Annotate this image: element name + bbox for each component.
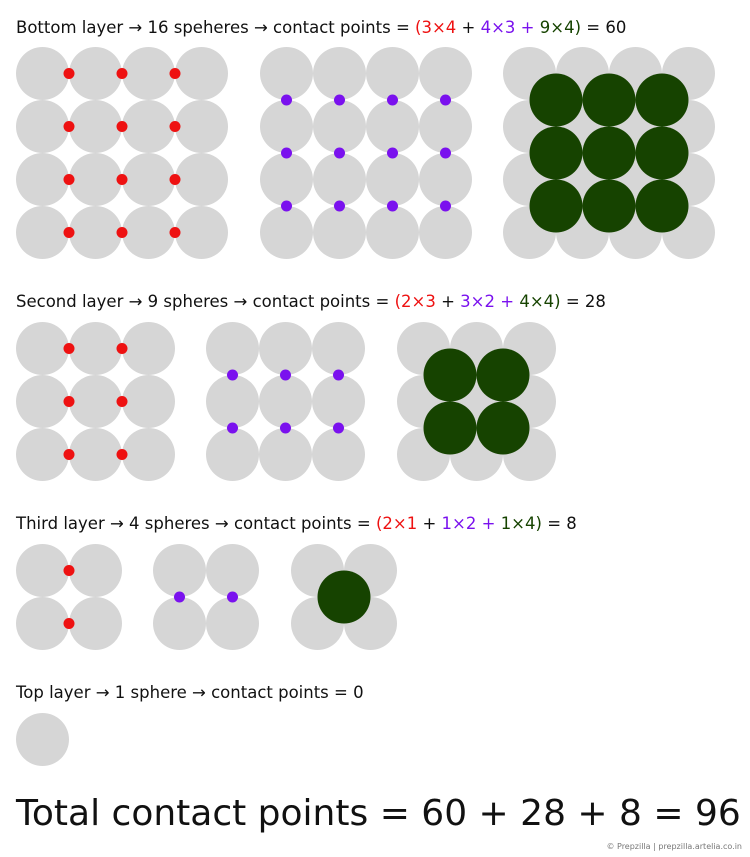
sphere <box>122 206 175 259</box>
sphere <box>69 100 122 153</box>
sphere <box>16 597 69 650</box>
contact-point-purple <box>333 370 344 381</box>
upper-sphere-green <box>636 127 689 180</box>
contact-point-red <box>117 343 128 354</box>
contact-point-red <box>64 565 75 576</box>
contact-point-purple <box>227 592 238 603</box>
sphere <box>419 47 472 100</box>
sphere <box>313 206 366 259</box>
sphere <box>419 153 472 206</box>
sphere <box>312 322 365 375</box>
contact-point-purple <box>334 95 345 106</box>
contact-point-purple <box>227 370 238 381</box>
sphere <box>69 47 122 100</box>
plus-sign: + <box>456 18 481 37</box>
contact-point-red <box>117 396 128 407</box>
total-contact-points: Total contact points = 60 + 28 + 8 = 96 <box>16 793 741 834</box>
sphere <box>366 47 419 100</box>
term-purple: 4×3 <box>480 18 516 37</box>
sphere <box>69 544 122 597</box>
sphere <box>260 100 313 153</box>
contact-point-red <box>117 449 128 460</box>
sphere <box>312 375 365 428</box>
sphere <box>259 375 312 428</box>
sphere <box>122 428 175 481</box>
contact-point-purple <box>387 148 398 159</box>
contact-point-red <box>170 227 181 238</box>
sphere <box>419 206 472 259</box>
sphere <box>16 206 69 259</box>
upper-sphere-green <box>477 402 530 455</box>
contact-point-red <box>170 174 181 185</box>
contact-point-red <box>117 227 128 238</box>
equals-sign: = <box>541 514 567 533</box>
heading-result: 28 <box>584 292 606 311</box>
sphere <box>16 47 69 100</box>
upper-sphere-green <box>477 349 530 402</box>
sphere <box>259 428 312 481</box>
term-red: 2×3 <box>401 292 436 311</box>
term-red: 2×1 <box>382 514 418 533</box>
contact-point-red <box>117 174 128 185</box>
sphere <box>419 100 472 153</box>
upper-sphere-green <box>636 74 689 127</box>
sphere <box>175 153 228 206</box>
contact-point-purple <box>440 148 451 159</box>
upper-sphere-green <box>530 74 583 127</box>
sphere <box>206 428 259 481</box>
sphere <box>16 153 69 206</box>
upper-sphere-green <box>318 571 371 624</box>
sphere <box>69 206 122 259</box>
contact-point-red <box>64 227 75 238</box>
heading-prefix: Top layer → 1 sphere → contact points = <box>16 683 354 702</box>
plus-sign: + <box>515 18 540 37</box>
contact-point-purple <box>440 201 451 212</box>
sphere <box>69 153 122 206</box>
term-green: 9×4 <box>539 18 575 37</box>
heading-result: 8 <box>566 514 577 533</box>
open-paren: ( <box>415 18 422 37</box>
contact-point-purple <box>280 370 291 381</box>
contact-point-red <box>64 396 75 407</box>
sphere <box>206 375 259 428</box>
heading-prefix: Third layer → 4 spheres → contact points = <box>16 514 376 533</box>
sphere <box>16 375 69 428</box>
second-layer-heading <box>16 294 606 311</box>
sphere <box>175 100 228 153</box>
contact-point-purple <box>281 201 292 212</box>
contact-point-purple <box>440 95 451 106</box>
equals-sign: = <box>560 292 585 311</box>
sphere <box>366 206 419 259</box>
open-paren: ( <box>394 292 402 311</box>
contact-point-red <box>64 343 75 354</box>
sphere <box>122 47 175 100</box>
plus-sign: + <box>435 292 461 311</box>
sphere <box>69 428 122 481</box>
upper-sphere-green <box>530 127 583 180</box>
sphere <box>153 597 206 650</box>
equals-sign: = <box>581 18 606 37</box>
bottom-layer-heading <box>16 20 626 37</box>
sphere <box>69 597 122 650</box>
contact-point-purple <box>387 95 398 106</box>
upper-sphere-green <box>583 180 636 233</box>
contact-point-red <box>64 618 75 629</box>
sphere <box>259 322 312 375</box>
sphere <box>260 206 313 259</box>
close-paren: ) <box>574 18 582 37</box>
sphere <box>16 322 69 375</box>
sphere <box>122 153 175 206</box>
sphere <box>122 375 175 428</box>
open-paren: ( <box>375 514 383 533</box>
upper-sphere-green <box>583 127 636 180</box>
upper-sphere-green <box>636 180 689 233</box>
sphere <box>16 713 69 766</box>
plus-sign: + <box>417 514 442 533</box>
term-purple: 1×2 <box>441 514 477 533</box>
plus-sign: + <box>476 514 501 533</box>
sphere <box>16 428 69 481</box>
contact-point-purple <box>227 423 238 434</box>
sphere <box>69 375 122 428</box>
contact-point-purple <box>280 423 291 434</box>
contact-point-purple <box>387 201 398 212</box>
sphere <box>366 100 419 153</box>
contact-point-purple <box>334 201 345 212</box>
heading-prefix: Second layer → 9 spheres → contact points = <box>16 292 395 311</box>
sphere <box>16 100 69 153</box>
upper-sphere-green <box>424 402 477 455</box>
sphere <box>313 153 366 206</box>
sphere <box>206 597 259 650</box>
contact-point-purple <box>281 95 292 106</box>
close-paren: ) <box>554 292 561 311</box>
sphere <box>206 544 259 597</box>
contact-point-red <box>170 121 181 132</box>
plus-sign: + <box>495 292 520 311</box>
sphere <box>366 153 419 206</box>
close-paren: ) <box>535 514 542 533</box>
term-red: 3×4 <box>421 18 457 37</box>
heading-prefix: Bottom layer → 16 speheres → contact points = <box>16 18 416 37</box>
sphere <box>313 47 366 100</box>
sphere <box>153 544 206 597</box>
sphere <box>122 322 175 375</box>
upper-sphere-green <box>530 180 583 233</box>
upper-sphere-green <box>583 74 636 127</box>
credit-text: © Prepzilla | prepzilla.artelia.co.in <box>606 842 742 851</box>
contact-point-red <box>64 449 75 460</box>
contact-point-red <box>64 174 75 185</box>
sphere <box>16 544 69 597</box>
term-purple: 3×2 <box>460 292 495 311</box>
term-green: 4×4 <box>519 292 555 311</box>
sphere <box>122 100 175 153</box>
contact-point-red <box>117 68 128 79</box>
contact-point-purple <box>333 423 344 434</box>
sphere <box>175 206 228 259</box>
upper-sphere-green <box>424 349 477 402</box>
contact-point-purple <box>281 148 292 159</box>
contact-point-red <box>117 121 128 132</box>
sphere <box>175 47 228 100</box>
heading-result: 60 <box>605 18 627 37</box>
top-layer-heading <box>16 685 364 702</box>
sphere <box>260 47 313 100</box>
contact-point-red <box>64 68 75 79</box>
heading-result: 0 <box>353 683 364 702</box>
contact-point-purple <box>174 592 185 603</box>
contact-point-red <box>170 68 181 79</box>
third-layer-heading <box>16 516 577 533</box>
contact-point-purple <box>334 148 345 159</box>
sphere <box>313 100 366 153</box>
sphere <box>312 428 365 481</box>
sphere <box>260 153 313 206</box>
term-green: 1×4 <box>500 514 536 533</box>
sphere <box>206 322 259 375</box>
contact-point-red <box>64 121 75 132</box>
sphere <box>69 322 122 375</box>
